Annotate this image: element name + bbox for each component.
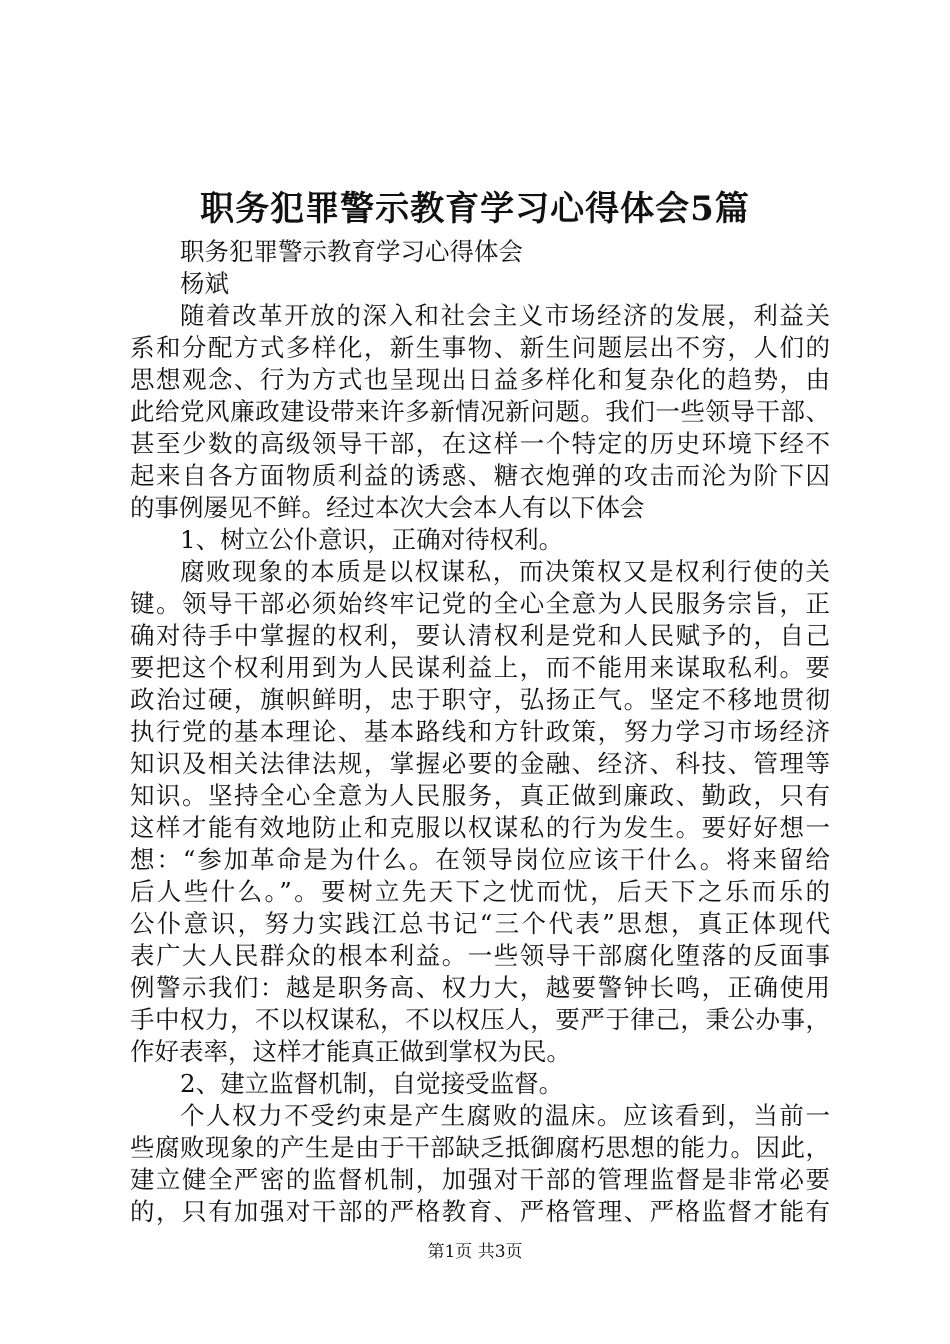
text-line: 职务犯罪警示教育学习心得体会: [180, 237, 523, 266]
text-line: 1、树立公仆意识，正确对待权利。: [180, 525, 564, 554]
text-line: 想：“参加革命是为什么。在领导岗位应该干什么。将来留给: [130, 845, 830, 874]
text-line: 建立健全严密的监督机制，加强对干部的管理监督是非常必要: [130, 1165, 830, 1194]
text-line: 的，只有加强对干部的严格教育、严格管理、严格监督才能有: [130, 1197, 830, 1226]
document-body: [130, 236, 830, 1228]
text-line: 确对待手中掌握的权利，要认清权利是党和人民赋予的，自己: [130, 621, 830, 650]
text-line: 执行党的基本理论、基本路线和方针政策，努力学习市场经济: [130, 717, 830, 746]
text-line: 起来自各方面物质利益的诱惑、糖衣炮弹的攻击而沦为阶下囚: [130, 461, 830, 490]
text-line: 些腐败现象的产生是由于干部缺乏抵御腐朽思想的能力。因此，: [130, 1133, 830, 1162]
text-line: 知识及相关法律法规，掌握必要的金融、经济、科技、管理等: [130, 749, 830, 778]
text-line: 系和分配方式多样化，新生事物、新生问题层出不穷，人们的: [130, 333, 830, 362]
text-line: 例警示我们：越是职务高、权力大，越要警钟长鸣，正确使用: [130, 973, 830, 1002]
page-footer: 第1页 共3页: [427, 1242, 523, 1262]
text-line: 此给党风廉政建设带来许多新情况新问题。我们一些领导干部、: [130, 397, 830, 426]
page-title: 职务犯罪警示教育学习心得体会5篇: [200, 189, 750, 229]
text-line: 个人权力不受约束是产生腐败的温床。应该看到，当前一: [180, 1101, 830, 1130]
text-line: 这样才能有效地防止和克服以权谋私的行为发生。要好好想一: [130, 813, 830, 842]
text-line: 政治过硬，旗帜鲜明，忠于职守，弘扬正气。坚定不移地贯彻: [130, 685, 830, 714]
text-line: 后人些什么。”。要树立先天下之忧而忧，后天下之乐而乐的: [130, 877, 830, 906]
text-line: 杨斌: [180, 269, 229, 298]
text-line: 腐败现象的本质是以权谋私，而决策权又是权利行使的关: [180, 557, 830, 586]
text-line: 思想观念、行为方式也呈现出日益多样化和复杂化的趋势，由: [130, 365, 830, 394]
text-line: 2、建立监督机制，自觉接受监督。: [180, 1069, 564, 1098]
text-line: 甚至少数的高级领导干部，在这样一个特定的历史环境下经不: [130, 429, 830, 458]
text-line: 手中权力，不以权谋私，不以权压人，要严于律己，秉公办事，: [130, 1005, 830, 1034]
text-line: 的事例屡见不鲜。经过本次大会本人有以下体会: [130, 493, 645, 522]
text-line: 随着改革开放的深入和社会主义市场经济的发展，利益关: [180, 301, 830, 330]
text-line: 键。领导干部必须始终牢记党的全心全意为人民服务宗旨，正: [130, 589, 830, 618]
text-line: 公仆意识，努力实践江总书记“三个代表”思想，真正体现代: [130, 909, 830, 938]
text-line: 作好表率，这样才能真正做到掌权为民。: [130, 1037, 571, 1066]
text-line: 知识。坚持全心全意为人民服务，真正做到廉政、勤政，只有: [130, 781, 830, 810]
text-line: 表广大人民群众的根本利益。一些领导干部腐化堕落的反面事: [130, 941, 830, 970]
text-line: 要把这个权利用到为人民谋利益上，而不能用来谋取私利。要: [130, 653, 830, 682]
